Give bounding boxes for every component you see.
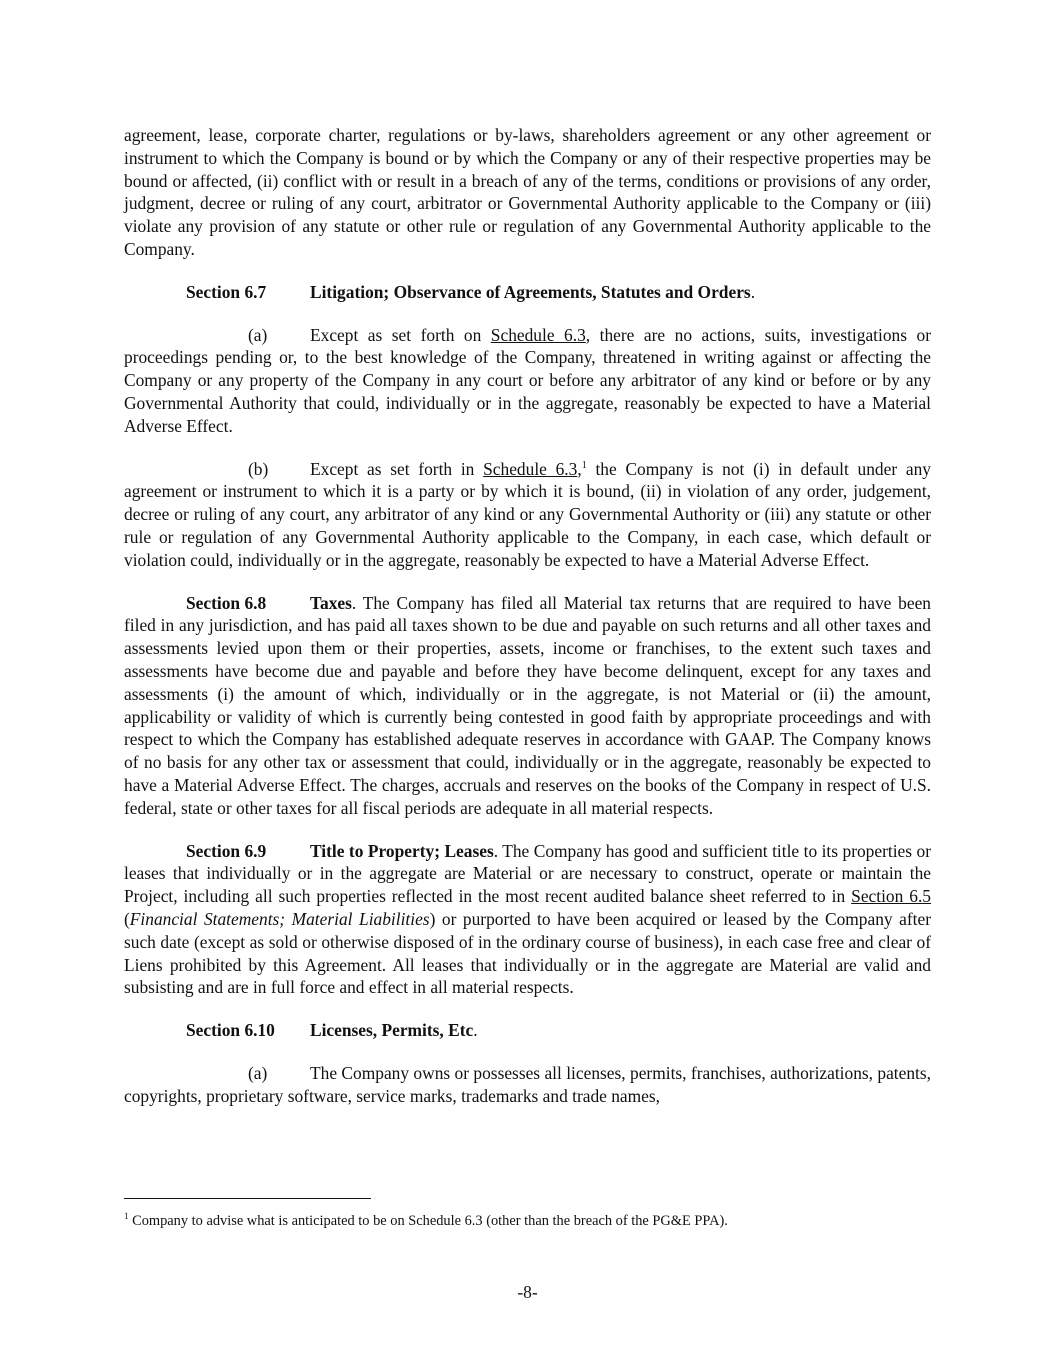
- document-body: [124, 124, 931, 1107]
- subsection-label: (a): [248, 1062, 268, 1083]
- text-run: ) or purported to have been acquired or leased by the Company after such date (except as sold or otherwise disposed of in the ordinary course of business), in each case free and clear of Liens prohibited by this Agreement. All leases that individually or in the aggregate are Material are valid and subsisting and are in full force and effect in all material respects.: [124, 908, 931, 998]
- paragraph-continued: agreement, lease, corporate charter, regulations or by-laws, shareholders agreement or any other agreement or instrument to which the Company is bound or by which the Company or any of their respective properties may be bound or affected, (ii) conflict with or result in a breach of any of the terms, conditions or provisions of any order, judgment, decree or ruling of any court, arbitrator or Governmental Authority applicable to the Company or (iii) violate any provision of any statute or other rule or regulation of any Governmental Authority applicable to the Company.: [124, 125, 931, 259]
- section-number: Section 6.7: [186, 281, 267, 302]
- section-number: Section 6.8: [186, 592, 267, 613]
- section-6-8: [124, 592, 931, 820]
- text-run: the Company is not (i) in default under any agreement or instrument to which it is a party or by which it is bound, (ii) in violation of any order, judgement, decree or ruling of any court, any arbitrator of any kind or any Governmental Authority or (iii) any statute or other rule or regulation of any Governmental Authority applicable to the Company, in each case, which default or violation could, individually or in the aggregate, reasonably be expected to have a Material Adverse Effect.: [124, 458, 931, 570]
- section-6-7-a: [124, 324, 931, 438]
- text-run: ,: [577, 458, 582, 479]
- footnote: [124, 1212, 931, 1230]
- text-run: . The Company has good and sufficient title to its properties or leases that individually or in the aggregate are Material or are necessary to construct, operate or maintain the Project, including all such properties reflected in the most recent audited balance sheet referred to in: [124, 840, 931, 907]
- italic-reference: Financial Statements; Material Liabilities: [129, 908, 430, 929]
- text-run: Except as set forth on: [310, 324, 491, 345]
- section-number: Section 6.10: [186, 1020, 275, 1041]
- subsection-label: (b): [248, 458, 269, 479]
- text-run: , there are no actions, suits, investigations or proceedings pending or, to the best knowledge of the Company, threatened in writing against or affecting the Company or any property of the Company in any court or before any arbitrator of any kind or before or by any Governmental Authority that could, individually or in the aggregate, reasonably be expected to have a Material Adverse Effect.: [124, 324, 931, 436]
- section-title: Litigation; Observance of Agreements, Statutes and Orders: [310, 281, 751, 302]
- footnote-number: 1: [124, 1211, 129, 1222]
- subsection-label: (a): [248, 324, 268, 345]
- text-run: Except as set forth in: [310, 458, 484, 479]
- page-number: -8-: [517, 1282, 538, 1302]
- section-title-period: .: [750, 281, 756, 302]
- footnote-text: Company to advise what is anticipated to be on Schedule 6.3 (other than the breach of the PG&E PPA).: [128, 1213, 728, 1229]
- section-number: Section 6.9: [186, 840, 267, 861]
- text-run: (: [124, 908, 130, 929]
- text-run: The Company owns or possesses all licenses, permits, franchises, authorizations, patents, copyrights, proprietary software, service marks, trademarks and trade names,: [124, 1062, 931, 1106]
- schedule-6-3-link: Schedule 6.3: [490, 324, 586, 345]
- section-6-7-b: [124, 458, 931, 572]
- text-run: . The Company has filed all Material tax returns that are required to have been filed in any jurisdiction, and has paid all taxes shown to be due and payable on such returns and all other taxes and assessments levied upon them or their properties, assets, income or franchises, to the extent such taxes and assessments have become due and payable and before they have become delinquent, except for any taxes and assessments (i) the amount of which, individually or in the aggregate, is not Material or (ii) the amount, applicability or validity of which is currently being contested in good faith by appropriate proceedings and with respect to which the Company has established adequate reserves in accordance with GAAP. The Company knows of no basis for any other tax or assessment that could, individually or in the aggregate, reasonably be expected to have a Material Adverse Effect. The charges, accruals and reserves on the books of the Company in respect of U.S. federal, state or other taxes for all fiscal periods are adequate in all material respects.: [124, 592, 931, 818]
- section-6-10-heading: [186, 1019, 931, 1042]
- section-title: Taxes: [310, 592, 352, 613]
- section-6-5-link: Section 6.5: [851, 886, 932, 907]
- section-6-7-heading: [186, 281, 931, 304]
- footnote-reference: 1: [581, 459, 587, 471]
- footnote-divider: [124, 1198, 371, 1199]
- section-6-9: [124, 840, 931, 1000]
- section-6-10-a: [124, 1062, 931, 1108]
- section-title: Title to Property; Leases: [310, 840, 494, 861]
- section-title-period: .: [473, 1020, 478, 1041]
- schedule-6-3-link: Schedule 6.3: [483, 458, 578, 479]
- section-title: Licenses, Permits, Etc: [310, 1020, 474, 1041]
